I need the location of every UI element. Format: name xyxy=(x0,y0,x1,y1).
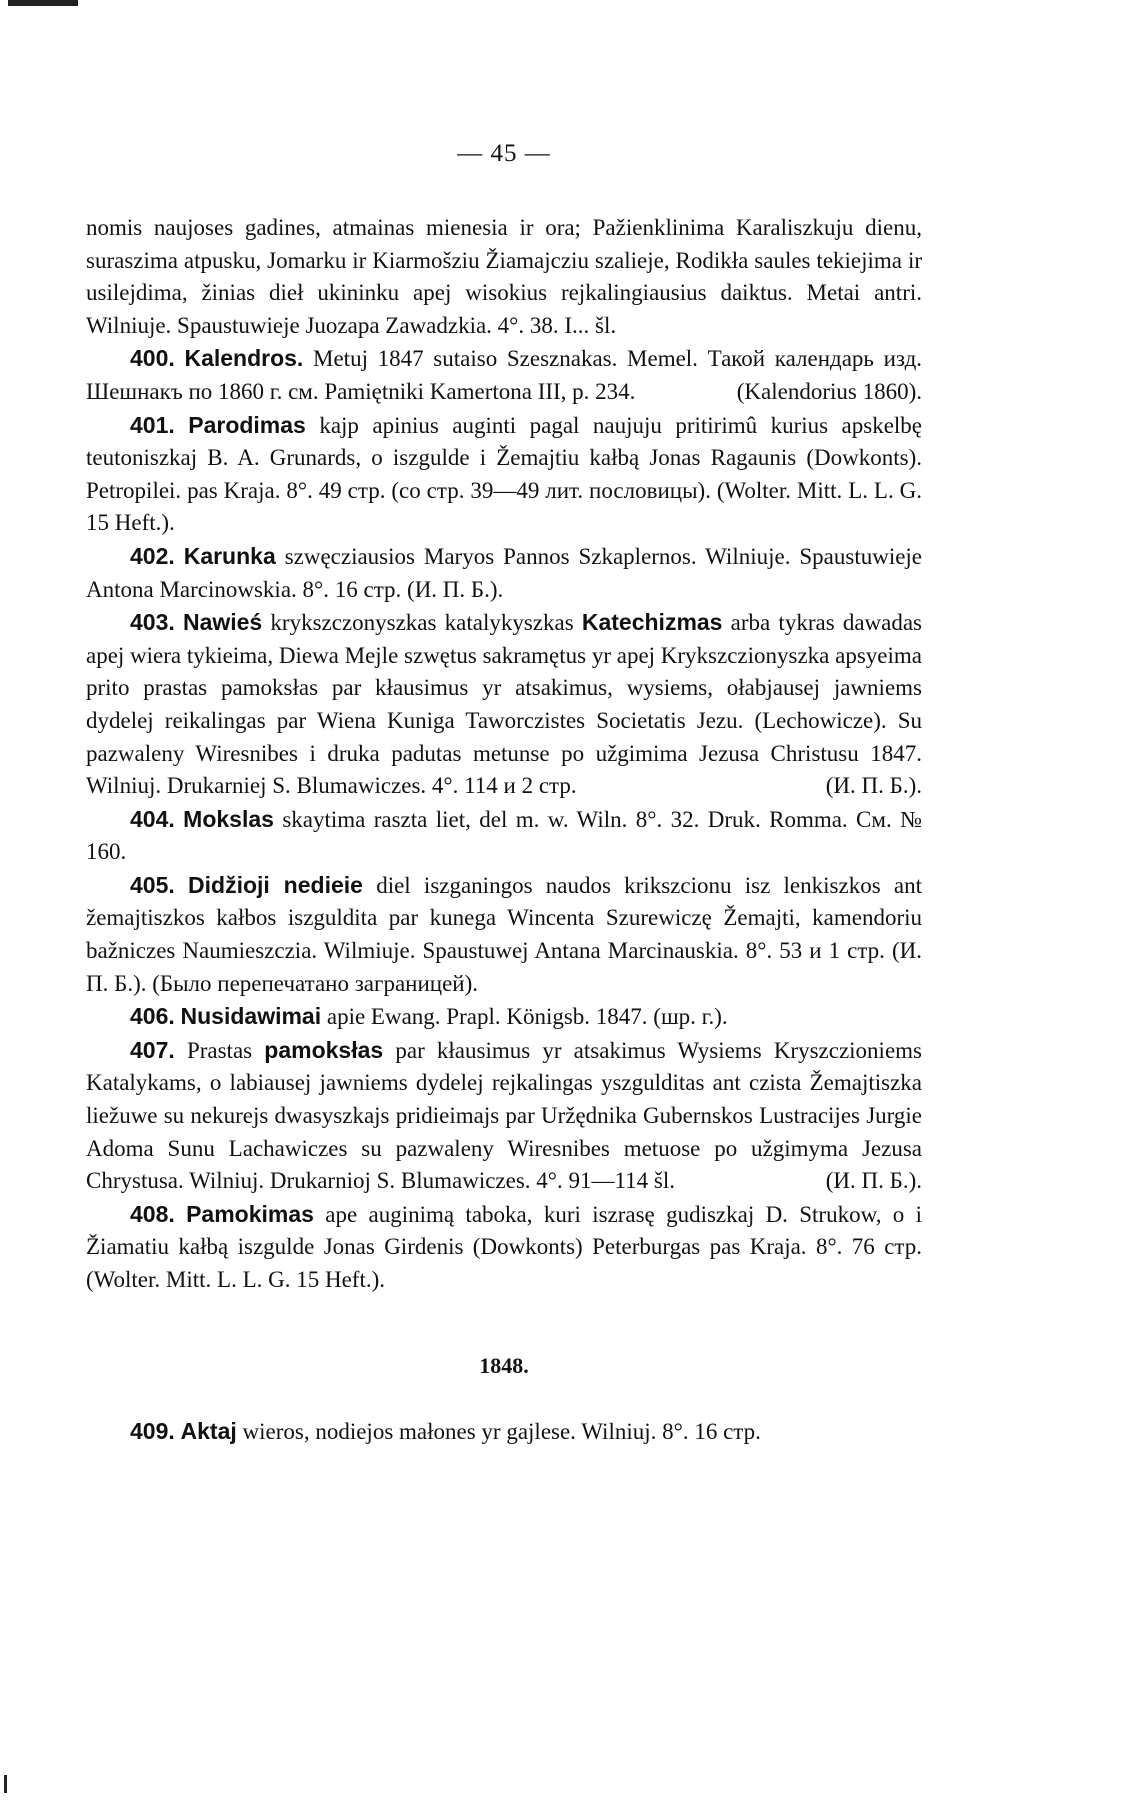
entry-text: ape auginimą taboka, kuri iszrasę gudiszkaj D. Strukow, o i Žiamatiu kałbą iszgulde Jonas Girdenis (Dowkonts) Peterburgas pas Kraja. 8°. 76 стр. (Wolter. Mitt. L. L. G. 15 Heft.). xyxy=(86,1201,923,1292)
entry-number: 405. xyxy=(130,871,175,898)
entry-title: Kalendros. xyxy=(184,345,304,372)
entry-405 xyxy=(86,869,922,1000)
entry-text: apie Ewang. Prapl. Königsb. 1847. (шр. г.). xyxy=(326,1004,728,1030)
entry-408 xyxy=(86,1198,922,1297)
entry-title: Nusidawimai xyxy=(180,1003,322,1030)
entry-text: Metuj 1847 sutaiso Szesznakas. Memel. Такой календарь изд. Шешнакъ по 1860 г. см. Pamiętniki Kamertona III, p. 234. xyxy=(86,346,923,404)
entry-title: Mokslas xyxy=(183,805,274,832)
entry-title: Pamokimas xyxy=(186,1200,314,1227)
scan-mark-left-edge xyxy=(4,1775,7,1793)
entry-number: 409. xyxy=(130,1417,175,1444)
entry-text: par kłausimus yr atsakimus Wysiems Kryszczioniems Katalykams, o labiausej jawniems dydelej rejkalingas yszgulditas ant czista Žemajtiszka liežuwe su nekurejs dwasyszkajs pridieimajs par Uržędnika Gubernskos Lustracijes Jurgie Adoma Sunu Lachawiczes su pazwaleny Wiresnibes metuose po užgimyma Jezusa Chrystusa. Wilniuj. Drukarnioj S. Blumawiczes. 4°. 91—114 šl. xyxy=(86,1037,922,1194)
entry-title: pamoksłas xyxy=(264,1036,384,1063)
entry-404 xyxy=(86,803,922,869)
entry-number: 407. xyxy=(130,1036,175,1063)
document-page xyxy=(86,140,922,1448)
entry-text: wieros, nodiejos małones yr gajlese. Wilniuj. 8°. 16 стр. xyxy=(242,1418,761,1444)
entry-402 xyxy=(86,540,922,606)
entry-text: kajp apinius auginti pagal naujuju pritirimû kurius apskelbę teutoniszkaj B. A. Grunards, o iszgulde i Žemajtiu kałbą Jonas Ragaunis (Dowkonts). Petropilei. pas Kraja. 8°. 49 стр. (со стр. 39—49 лит. пословицы). (Wolter. Mitt. L. L. G. 15 Heft.). xyxy=(86,412,923,536)
entry-title-secondary: Katechizmas xyxy=(581,609,723,636)
entry-text: skaytima raszta liet, del m. w. Wiln. 8°. 32. Druk. Romma. См. № 160. xyxy=(86,806,923,865)
entry-number: 404. xyxy=(130,805,175,832)
entry-text: arba tykras dawadas apej wiera tykieima, Diewa Mejle szwętus sakramętus yr apej Krykszczionyszka apsyeima prito prastas pamoksłas par kłausimus yr atsakimus, wysiems, ołabjausej jawniems dydelej reikalingas par Wiena Kuniga Taworczistes Societatis Jezu. (Lechowicze). Su pazwaleny Wiresnibes i druka padutas metunse po užgimima Jezusa Christusu 1847. Wilniuj. Drukarniej S. Blumawiczes. 4°. 114 и 2 стр. xyxy=(86,610,923,799)
year-heading: 1848. xyxy=(479,1352,529,1378)
entry-number: 408. xyxy=(130,1200,175,1227)
entry-title: Aktaj xyxy=(180,1417,237,1444)
entry-number: 400. xyxy=(130,345,175,372)
entry-title: Karunka xyxy=(183,542,276,569)
entry-400 xyxy=(86,342,922,408)
entry-number: 401. xyxy=(130,411,175,438)
entry-reference: (И. П. Б.). xyxy=(825,773,922,799)
entry-401 xyxy=(86,409,922,540)
entry-406 xyxy=(86,1000,922,1034)
entry-text: szwęcziausios Maryos Pannos Szkaplernos. Wilniuje. Spaustuwieje Antona Marcinowskia. 8°. 16 стр. xyxy=(86,543,923,602)
entry-409 xyxy=(86,1415,922,1449)
entry-prefix: Prastas xyxy=(186,1037,253,1063)
entry-407 xyxy=(86,1034,922,1198)
scan-mark-top-left xyxy=(8,0,78,6)
entry-reference: (Kalendorius 1860). xyxy=(736,378,922,404)
entry-text: diel iszganingos naudos krikszcionu isz lenkiszkos ant žemajtiszkos kałbos iszguldita par kunega Wincenta Szurewiczę Žemajti, kamendoriu bažniczes Naumieszczia. Wilmiuje. Spaustuwej Antana Marcinauskia. 8°. 53 и 1 стр. (И. П. Б.). (Было перепечатано заграницей). xyxy=(86,872,922,996)
entry-title: Didžioji nedieie xyxy=(188,871,363,898)
entry-reference: (И. П. Б.). xyxy=(825,1168,922,1194)
entry-reference: (И. П. Б.). xyxy=(407,576,504,602)
continuation-text: nomis naujoses gadines, atmainas mienesia ir ora; Pažienklinima Karaliszkuju dienu, suraszima atpusku, Jomarku ir Kiarmošziu Žiamajcziu szalieje, Rodikła saules tekiejima ir usilejdima, žinias dieł ukininku apej wisokius rejkalingiausius daiktus. Metai antri. Wilniuje. Spaustuwieje Juozapa Zawadzkia. 4°. 38. I... šl. xyxy=(86,215,922,338)
entry-number: 403. xyxy=(130,609,175,636)
entry-title: Nawieś xyxy=(182,609,263,636)
entry-403 xyxy=(86,606,922,803)
page-number: — 45 — xyxy=(457,140,551,167)
continuation-paragraph xyxy=(86,212,922,342)
entry-number: 402. xyxy=(130,542,175,569)
entry-title: Parodimas xyxy=(188,411,306,438)
entry-title-tail: krykszczonyszkas katalykyszkas xyxy=(270,610,574,636)
entry-number: 406. xyxy=(130,1003,175,1030)
